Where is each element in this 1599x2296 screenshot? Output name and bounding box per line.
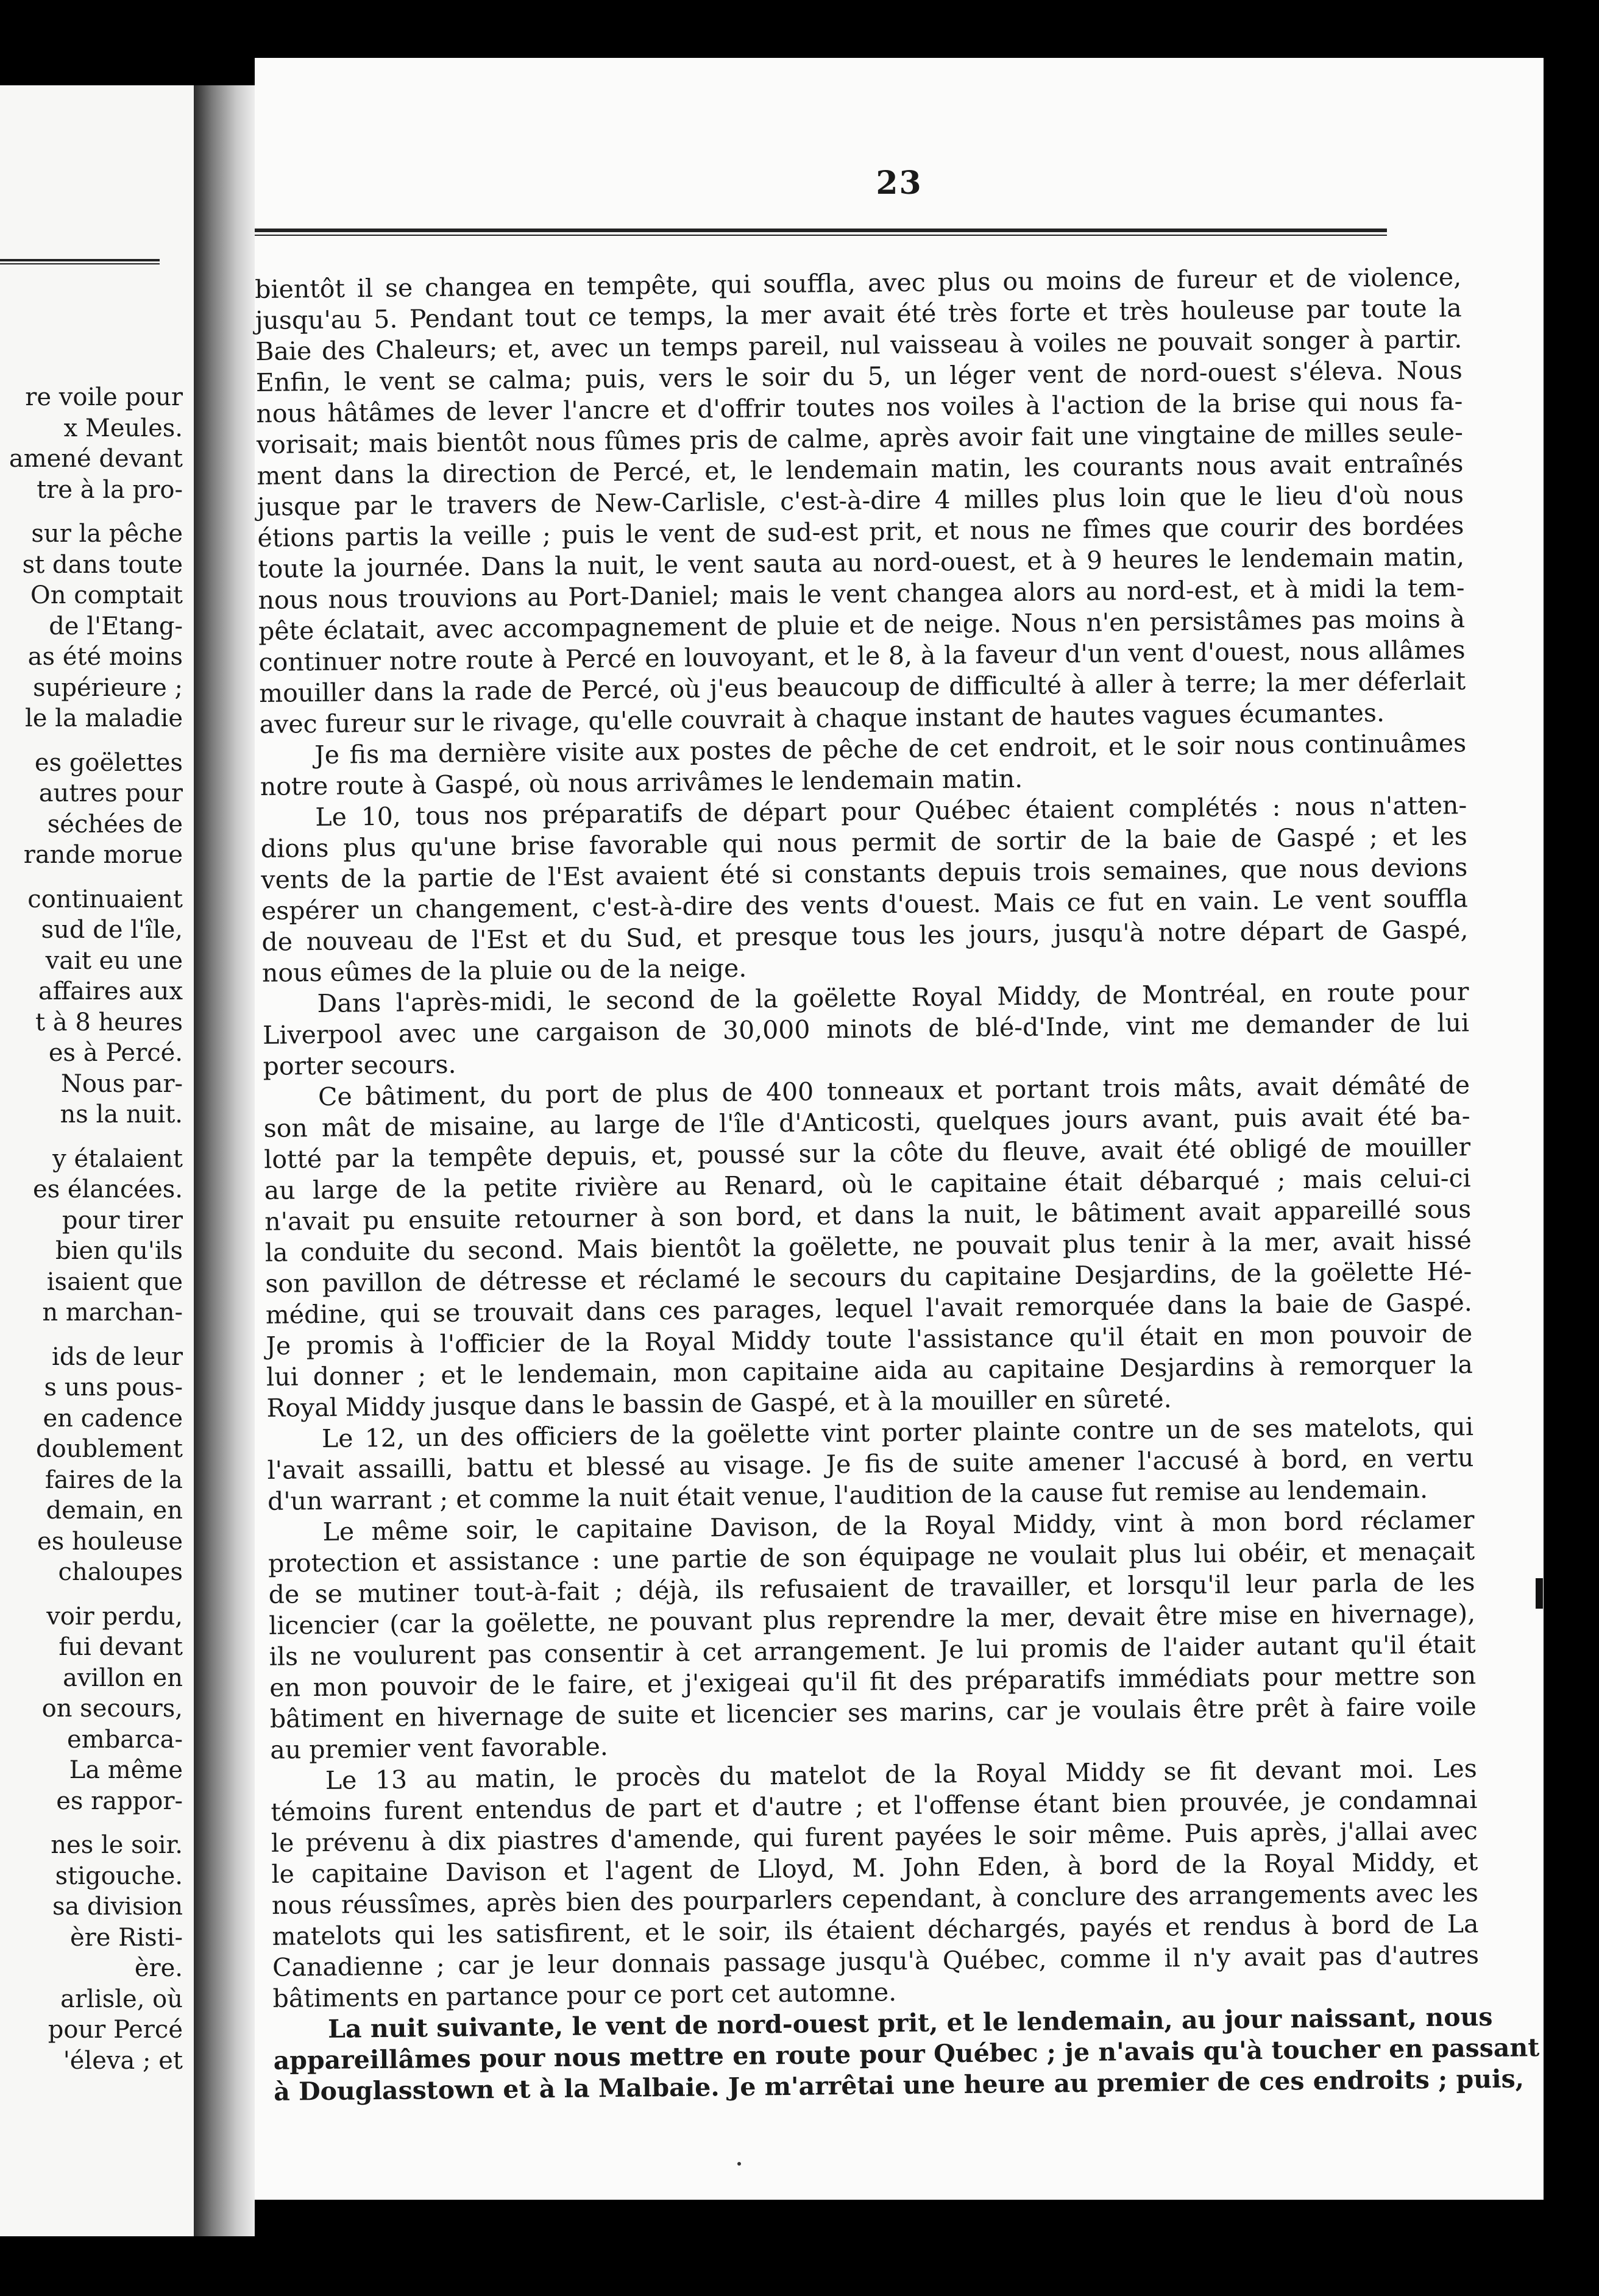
- page-number: 23: [876, 165, 923, 202]
- page-edge-mark: [1536, 1578, 1543, 1609]
- body-text-line: en mon pouvoir de le faire, et j'exigeai qu'il fit des préparatifs immédiats pour mettre son: [269, 1660, 1477, 1703]
- body-text-line: le capitaine Davison et l'agent de Lloyd, M. John Eden, à bord de la Royal Middy, et: [271, 1847, 1478, 1889]
- left-page-line: sa division: [52, 1893, 183, 1921]
- left-page-line: y étalaient: [52, 1144, 183, 1173]
- body-text-line: protection et assistance : une partie de son équipage ne voulait plus lui obéir, et menaçait: [268, 1536, 1475, 1578]
- left-page: [0, 85, 194, 2236]
- left-page-line: sur la pêche: [31, 520, 183, 548]
- left-page-line: ids de leur: [52, 1342, 183, 1371]
- left-page-line: séchées de: [47, 810, 183, 838]
- body-text-line: dions plus qu'une brise favorable qui nous permit de sortir de la baie de Gaspé ; et les: [260, 821, 1468, 863]
- left-page-line: sud de l'île,: [41, 916, 183, 944]
- left-page-line: embarca-: [67, 1725, 183, 1754]
- left-page-line: as été moins: [27, 643, 183, 671]
- left-page-line: x Meules.: [63, 414, 183, 442]
- left-page-line: demain, en: [46, 1497, 183, 1525]
- left-page-line: amené devant: [9, 445, 183, 473]
- body-text-line: nous réussîmes, après bien des pourparlers cependant, à conclure des arrangements avec les: [271, 1878, 1479, 1920]
- body-text-line: vorisait; mais bientôt nous fûmes pris de calme, après avoir fait une vingtaine de milles seule-: [256, 417, 1464, 459]
- right-page: [255, 58, 1544, 2200]
- left-page-line: ns la nuit.: [60, 1100, 183, 1129]
- body-text-line: Canadienne ; car je leur donnais passage jusqu'à Québec, comme il n'y avait pas d'autres: [272, 1940, 1480, 1982]
- body-text-line: médine, qui se trouvait dans ces parages, lequel l'avait remorquée dans la baie de Gaspé.: [265, 1288, 1473, 1330]
- left-page-line: es rappor-: [56, 1787, 183, 1815]
- body-text-line: le prévenu à dix piastres d'amende, qui furent payées le soir même. Puis après, j'allai avec: [271, 1816, 1478, 1858]
- body-text-line: avec fureur sur le rivage, qu'elle couvrait à chaque instant de hautes vagues écumantes.: [259, 698, 1385, 739]
- body-text-line: continuer notre route à Percé en louvoyant, et le 8, à la faveur d'un vent d'ouest, nous allâmes: [258, 635, 1466, 677]
- body-text: [255, 261, 1540, 2108]
- left-page-line: pour tirer: [62, 1206, 183, 1235]
- body-text-line: pête éclatait, avec accompagnement de pluie et de neige. Nous n'en persistâmes pas moins à: [258, 604, 1466, 646]
- body-text-line: Le 10, tous nos préparatifs de départ pour Québec étaient complétés : nous n'atten-: [315, 790, 1467, 832]
- body-text-line: La nuit suivante, le vent de nord-ouest prit, et le lendemain, au jour naissant, nous: [327, 2002, 1493, 2044]
- left-page-line: continuaient: [27, 885, 183, 913]
- body-text-line: Je fis ma dernière visite aux postes de pêche de cet endroit, et le soir nous continuâmes: [314, 728, 1467, 770]
- body-text-line: au premier vent favorable.: [270, 1732, 608, 1765]
- body-text-line: vents de la partie de l'Est avaient été si constants depuis trois semaines, que nous devions: [261, 852, 1468, 895]
- body-text-line: matelots qui les satisfirent, et le soir, ils étaient déchargés, payés et rendus à bord de La: [272, 1909, 1479, 1951]
- body-text-line: Je promis à l'officier de la Royal Middy toute l'assistance qu'il était en mon pouvoir de: [266, 1319, 1473, 1361]
- body-text-line: nous eûmes de la pluie ou de la neige.: [261, 953, 747, 988]
- left-page-line: vait eu une: [45, 946, 183, 975]
- body-text-line: au large de la petite rivière au Renard, où le capitaine était débarqué ; mais celui-ci: [264, 1163, 1471, 1205]
- left-page-line: rande morue: [23, 841, 183, 869]
- body-text-line: son mât de misaine, au large de l'île d'Anticosti, quelques jours avant, puis avait été ba-: [263, 1101, 1470, 1143]
- body-text-line: Liverpool avec une cargaison de 30,000 minots de blé-d'Inde, vint me demander de lui: [262, 1008, 1470, 1050]
- left-page-line: doublement: [36, 1435, 183, 1463]
- left-page-line: ère Risti-: [70, 1923, 183, 1952]
- body-text-line: Royal Middy jusque dans le bassin de Gaspé, et à la mouiller en sûreté.: [266, 1384, 1172, 1423]
- left-page-line: stigouche.: [55, 1862, 183, 1890]
- left-page-rule: [0, 259, 160, 264]
- body-text-line: nous hâtâmes de lever l'ancre et d'offrir toutes nos voiles à l'action de la brise qui nous fa-: [256, 386, 1463, 428]
- body-text-line: de nouveau de l'Est et du Sud, et presque tous les jours, jusqu'à notre départ de Gaspé,: [261, 915, 1469, 957]
- left-page-line: le la maladie: [24, 704, 183, 732]
- body-text-line: Dans l'après-midi, le second de la goëlette Royal Middy, de Montréal, en route pour: [317, 977, 1469, 1018]
- body-text-line: Le même soir, le capitaine Davison, de la Royal Middy, vint à mon bord réclamer: [322, 1505, 1475, 1547]
- left-page-line: st dans toute: [22, 550, 183, 579]
- body-text-line: bâtiments en partance pour ce port cet automne.: [272, 1977, 897, 2013]
- left-page-line: affaires aux: [38, 977, 183, 1005]
- left-page-line: avillon en: [63, 1664, 183, 1692]
- left-page-line: tre à la pro-: [37, 475, 183, 504]
- header-rule: [255, 229, 1387, 236]
- body-text-line: nous nous trouvions au Port-Daniel; mais le vent changea alors au nord-est, et à midi la tem-: [258, 573, 1465, 615]
- print-speck: [737, 2162, 741, 2166]
- body-text-line: de se mutiner tout-à-fait ; déjà, ils refusaient de travailler, et lorsqu'il leur parla de les: [268, 1567, 1475, 1609]
- body-text-line: jusque par le travers de New-Carlisle, c'est-à-dire 4 milles plus loin que le lieu d'où nous: [257, 480, 1464, 522]
- left-page-line: on secours,: [41, 1695, 183, 1723]
- body-text-line: mouiller dans la rade de Percé, où j'eus beaucoup de difficulté à aller à terre; la mer déferlait: [258, 666, 1466, 708]
- left-page-line: de l'Etang-: [49, 612, 183, 640]
- left-page-line: faires de la: [44, 1465, 183, 1494]
- left-page-line: On comptait: [30, 581, 183, 609]
- body-text-line: lui donner ; et le lendemain, mon capitaine aida au capitaine Desjardins à remorquer la: [266, 1350, 1473, 1392]
- body-text-line: Le 12, un des officiers de la goëlette vint porter plainte contre un de ses matelots, qui: [321, 1412, 1474, 1453]
- left-page-line: arlisle, où: [60, 1985, 183, 2013]
- left-page-line: nes le soir.: [51, 1831, 183, 1859]
- body-text-line: l'avait assailli, battu et blessé au visage. Je fis de suite amener l'accusé à bord, en vertu: [267, 1443, 1474, 1485]
- book-gutter: [194, 85, 255, 2236]
- left-page-line: fui devant: [58, 1633, 183, 1661]
- left-page-line: supérieure ;: [33, 673, 183, 702]
- body-text-line: espérer un changement, c'est-à-dire des vents d'ouest. Mais ce fut en vain. Le vent souffla: [261, 884, 1469, 926]
- left-page-line: chaloupes: [58, 1558, 183, 1586]
- body-text-line: lotté par la tempête depuis, et, poussé sur la côte du fleuve, avait été obligé de mouiller: [263, 1132, 1471, 1174]
- body-text-line: bientôt il se changea en tempête, qui souffla, avec plus ou moins de fureur et de violence,: [255, 262, 1462, 304]
- body-text-line: n'avait pu ensuite retourner à son bord, et dans la nuit, le bâtiment avait appareillé sous: [264, 1194, 1472, 1236]
- body-text-line: jusqu'au 5. Pendant tout ce temps, la mer avait été très forte et très houleuse par toute la: [255, 293, 1462, 335]
- body-text-line: son pavillon de détresse et réclamé le secours du capitaine Desjardins, de la goëlette Hé-: [265, 1256, 1472, 1299]
- left-page-line: en cadence: [43, 1404, 183, 1433]
- left-page-line: s uns pous-: [44, 1373, 183, 1401]
- left-page-line: t à 8 heures: [35, 1008, 183, 1036]
- left-page-line: autres pour: [38, 779, 183, 807]
- left-page-line: re voile pour: [25, 383, 183, 411]
- left-page-line: es goëlettes: [34, 748, 183, 777]
- left-page-line: es houleuse: [37, 1527, 183, 1556]
- body-text-line: la conduite du second. Mais bientôt la goëlette, ne pouvait plus tenir à la mer, avait hissé: [264, 1225, 1472, 1267]
- body-text-line: ils ne voulurent pas consentir à cet arrangement. Je lui promis de l'aider autant qu'il était: [269, 1629, 1476, 1671]
- body-text-line: d'un warrant ; et comme la nuit était venue, l'audition de la cause fut remise au lendemain.: [267, 1474, 1428, 1516]
- left-page-line: pour Percé: [48, 2016, 183, 2044]
- body-text-line: bâtiment en hivernage de suite et licencier ses marins, car je voulais être prêt à faire voile: [269, 1692, 1477, 1734]
- body-text-line: ment dans la direction de Percé, et, le lendemain matin, les courants nous avait entraînés: [257, 448, 1464, 491]
- body-text-line: notre route à Gaspé, où nous arrivâmes le lendemain matin.: [260, 764, 1023, 801]
- body-text-line: porter secours.: [263, 1049, 456, 1081]
- body-text-line: licencier (car la goëlette, ne pouvant plus reprendre la mer, devait être mise en hivernage),: [268, 1598, 1476, 1640]
- left-page-line: ère.: [134, 1954, 183, 1982]
- left-page-line: n marchan-: [42, 1299, 183, 1327]
- left-page-line: voir perdu,: [46, 1602, 183, 1631]
- body-text-line: Enfin, le vent se calma; puis, vers le soir du 5, un léger vent de nord-ouest s'éleva. Nous: [255, 355, 1463, 397]
- body-text-line: Ce bâtiment, du port de plus de 400 tonneaux et portant trois mâts, avait démâté de: [317, 1070, 1470, 1111]
- body-text-line: Baie des Chaleurs; et, avec un temps pareil, nul vaisseau à voiles ne pouvait songer à partir.: [255, 324, 1462, 366]
- left-page-line: La même: [69, 1756, 183, 1784]
- body-text-line: appareillâmes pour nous mettre en route pour Québec ; je n'avais qu'à toucher en passant: [273, 2033, 1540, 2075]
- body-text-line: toute la journée. Dans la nuit, le vent sauta au nord-ouest, et à 9 heures le lendemain matin,: [257, 542, 1465, 584]
- body-text-line: à Douglasstown et à la Malbaie. Je m'arrêtai une heure au premier de ces endroits ; puis,: [273, 2064, 1525, 2106]
- left-page-line: Nous par-: [60, 1069, 183, 1098]
- left-page-line: 'éleva ; et: [63, 2046, 183, 2075]
- left-page-line: es à Percé.: [48, 1039, 183, 1067]
- body-text-line: Le 13 au matin, le procès du matelot de la Royal Middy se fit devant moi. Les: [325, 1754, 1478, 1795]
- left-page-line: bien qu'ils: [55, 1237, 183, 1265]
- body-text-line: témoins furent entendus de part et d'autre ; et l'offense étant bien prouvée, je condamnai: [271, 1785, 1478, 1827]
- left-page-line: isaient que: [46, 1267, 183, 1296]
- left-page-line: es élancées.: [33, 1175, 183, 1203]
- body-text-line: étions partis la veille ; puis le vent de sud-est prit, et nous ne fîmes que courir des bordées: [257, 511, 1464, 553]
